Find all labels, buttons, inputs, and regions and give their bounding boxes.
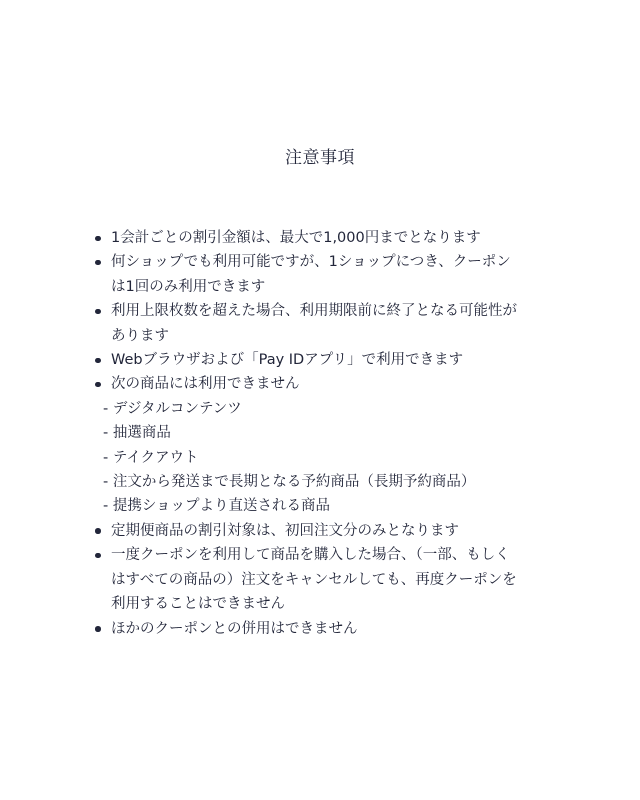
note-item [94,519,564,543]
note-line: 定期便商品の割引対象は、初回注文分のみとなります [111,522,459,539]
note-line: はすべての商品の）注文をキャンセルしても、再度クーポンを [111,571,517,588]
note-subitem [94,421,564,445]
note-item [94,617,564,641]
note-subitem [94,494,564,518]
note-line: 利用することはできません [111,596,285,613]
note-line: 何ショップでも利用可能ですが、1ショップにつき、クーポン [111,254,511,271]
note-subitem [94,446,564,470]
note-line: 一度クーポンを利用して商品を購入した場合、（一部、もしく [111,547,510,564]
note-item [94,543,564,616]
note-line: ほかのクーポンとの併用はできません [111,620,358,637]
note-subitem [94,397,564,421]
note-line: は1回のみ利用できます [111,278,266,295]
note-line: - 抽選商品 [103,425,171,442]
note-item [94,348,564,372]
note-line: 1会計ごとの割引金額は、最大で1,000円までとなります [111,230,481,246]
note-item [94,299,564,348]
note-item [94,226,564,250]
notes-list [94,226,564,641]
page-title: 注意事項 [285,148,355,168]
note-line: - 注文から発送まで長期となる予約商品（長期予約商品） [103,474,476,491]
note-line: 次の商品には利用できません [111,376,300,393]
note-line: あります [111,327,169,344]
note-line: - デジタルコンテンツ [103,400,242,417]
note-line: - 提携ショップより直送される商品 [103,498,331,515]
note-subitem [94,470,564,494]
note-item [94,372,564,396]
note-line: 利用上限枚数を超えた場合、利用期限前に終了となる可能性が [111,303,517,320]
note-item [94,250,564,299]
note-line: Webブラウザおよび「Pay IDアプリ」で利用できます [111,352,464,369]
note-line: - テイクアウト [103,449,199,466]
